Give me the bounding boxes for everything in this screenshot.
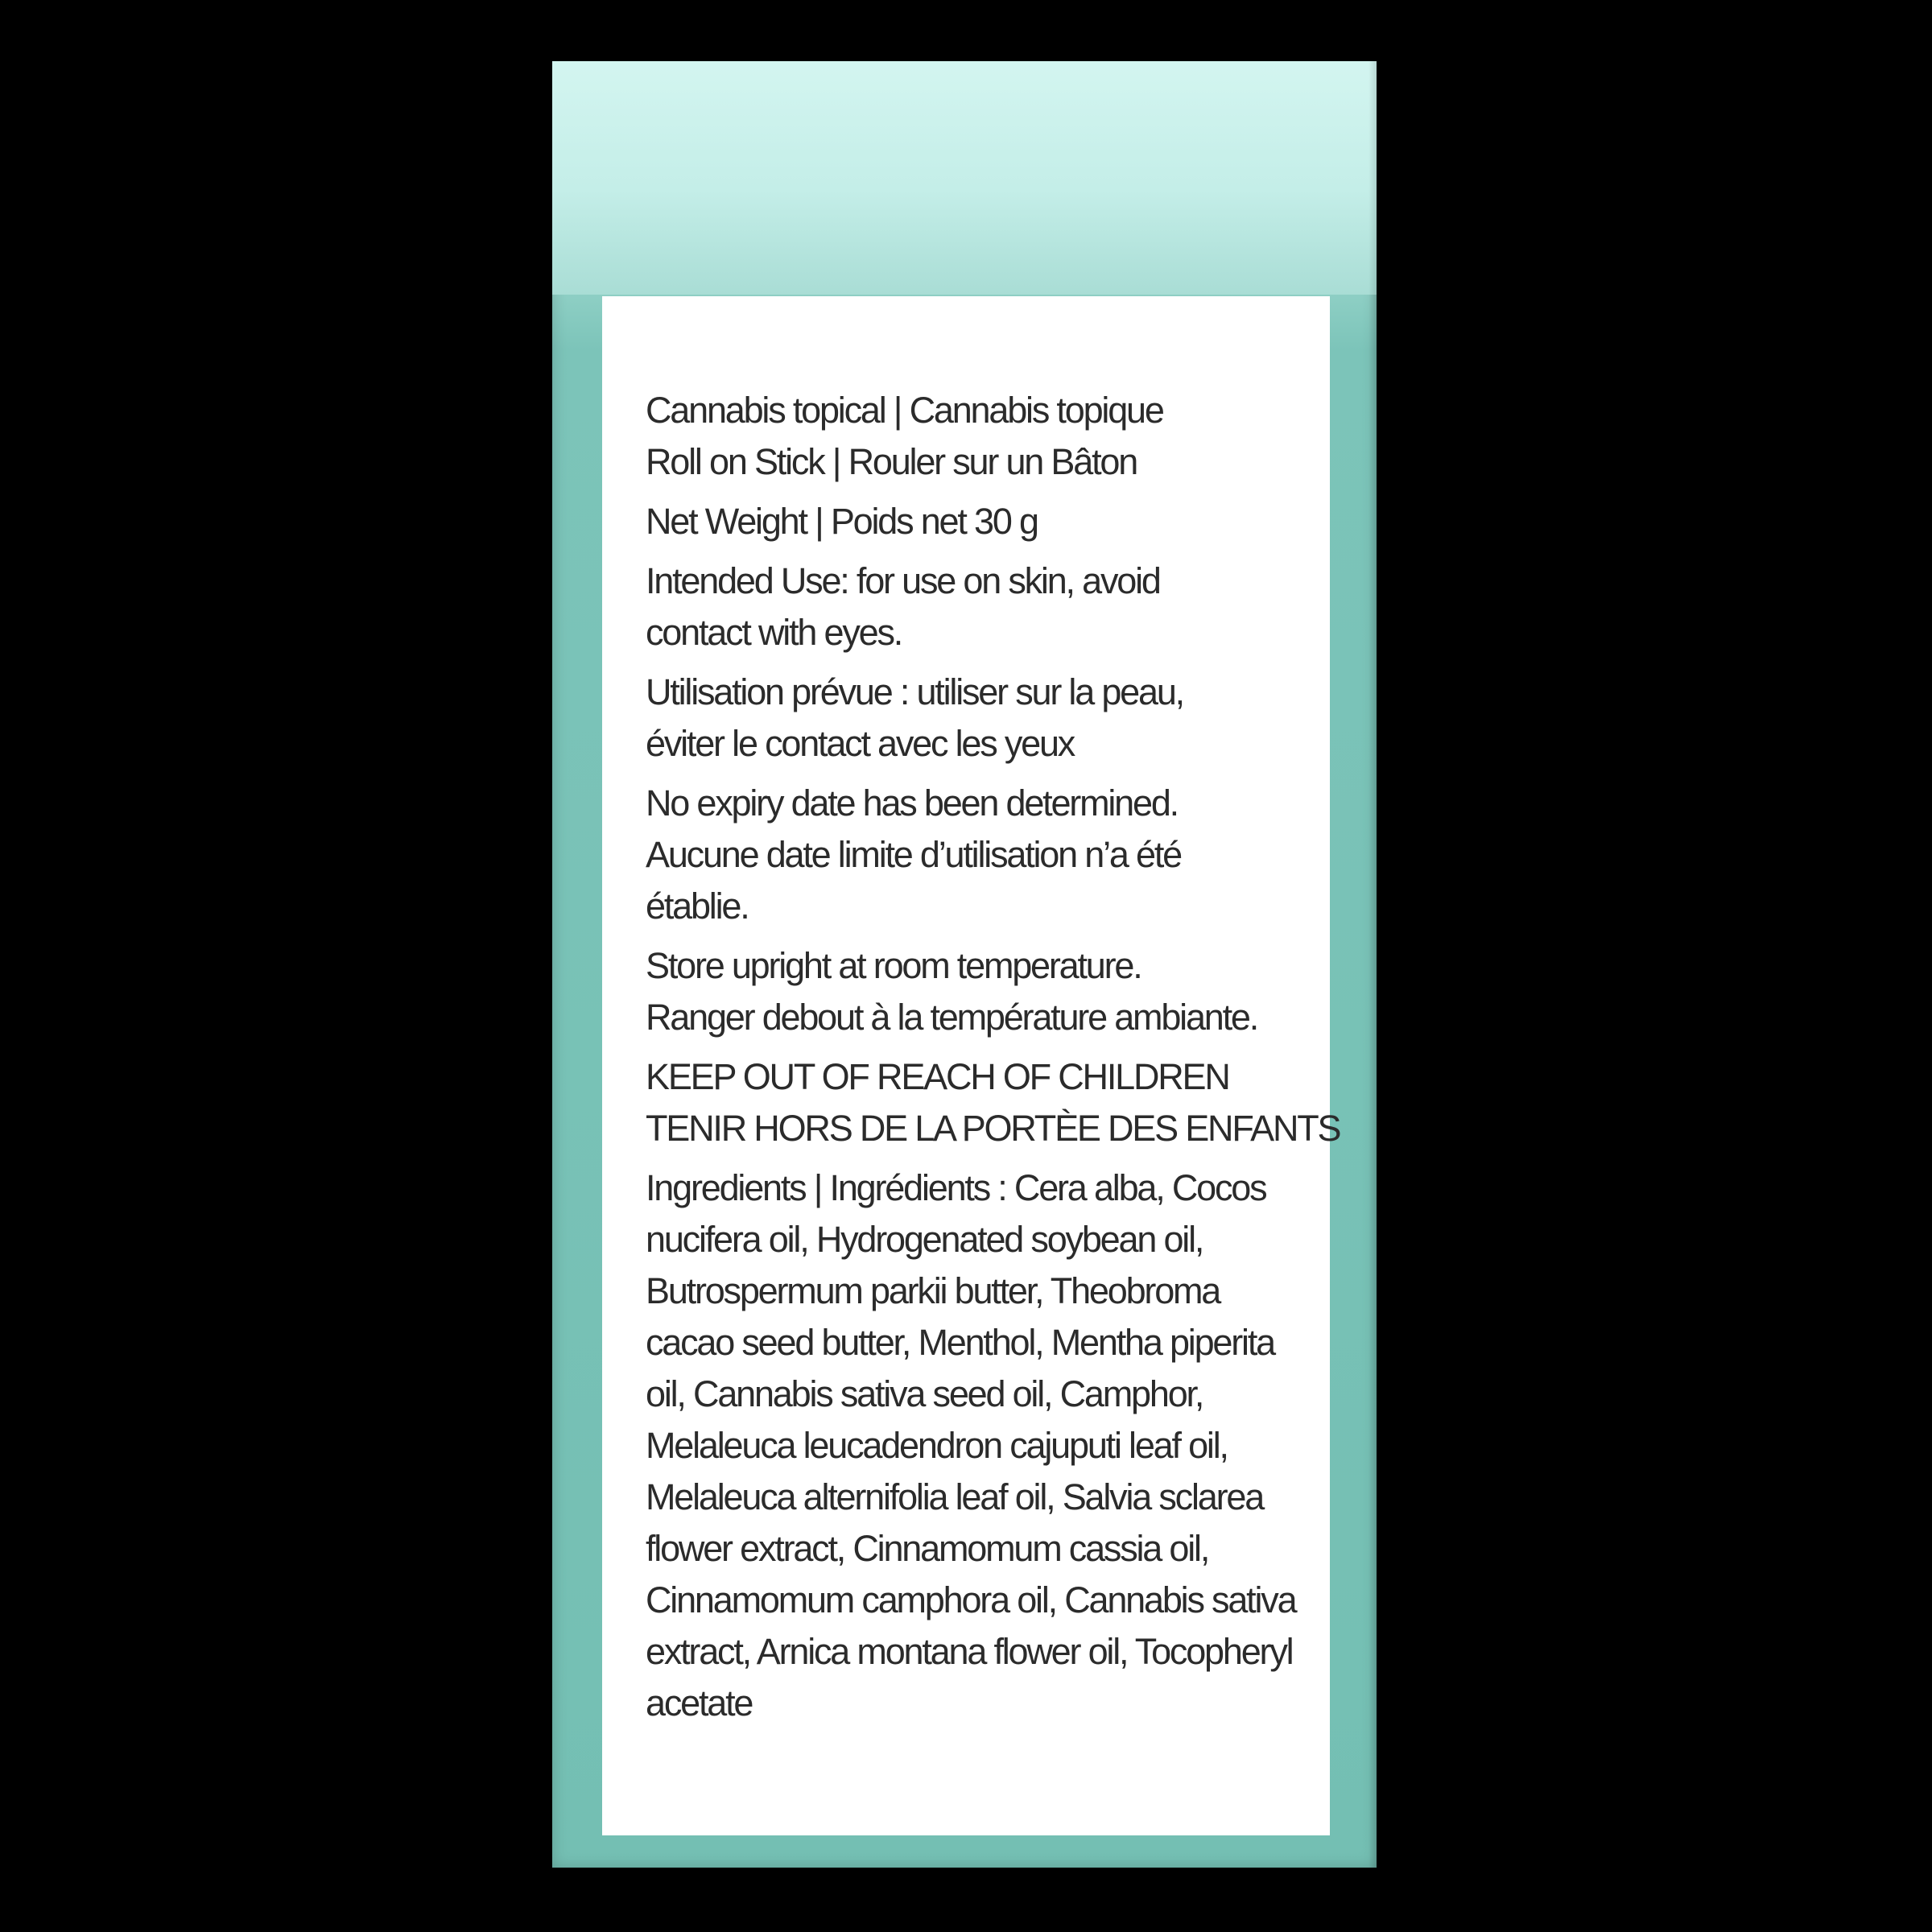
expiry-line: No expiry date has been determined. bbox=[646, 782, 1178, 824]
ingredients-line: extract, Arnica montana flower oil, Tocopheryl bbox=[646, 1631, 1293, 1672]
ingredients-line: Melaleuca leucadendron cajuputi leaf oil, bbox=[646, 1425, 1228, 1466]
ingredients-line: cacao seed butter, Menthol, Mentha piperita bbox=[646, 1322, 1274, 1363]
storage-line: Store upright at room temperature. bbox=[646, 945, 1141, 986]
ingredients-line: oil, Cannabis sativa seed oil, Camphor, bbox=[646, 1373, 1203, 1414]
ingredients-line: Cinnamomum camphora oil, Cannabis sativa bbox=[646, 1579, 1296, 1620]
intended-use-en-line: contact with eyes. bbox=[646, 612, 902, 653]
product-box bbox=[552, 61, 1377, 1868]
storage-block bbox=[646, 940, 1314, 1043]
warning-line: KEEP OUT OF REACH OF CHILDREN bbox=[646, 1056, 1229, 1097]
ingredients-block bbox=[646, 1162, 1314, 1729]
ingredients-line: Ingredients | Ingrédients : Cera alba, Cocos bbox=[646, 1167, 1266, 1208]
expiry-line: Aucune date limite d’utilisation n’a été bbox=[646, 834, 1181, 875]
warning-block bbox=[646, 1051, 1340, 1154]
expiry-block bbox=[646, 778, 1314, 932]
product-format-line: Roll on Stick | Rouler sur un Bâton bbox=[646, 441, 1137, 482]
product-type-line: Cannabis topical | Cannabis topique bbox=[646, 390, 1163, 431]
net-weight-block bbox=[646, 496, 1314, 547]
ingredients-line: acetate bbox=[646, 1682, 753, 1724]
expiry-line: établie. bbox=[646, 886, 749, 927]
storage-line: Ranger debout à la température ambiante. bbox=[646, 997, 1258, 1038]
ingredients-line: Butrospermum parkii butter, Theobroma bbox=[646, 1270, 1220, 1311]
intended-use-fr-line: Utilisation prévue : utiliser sur la peau, bbox=[646, 671, 1183, 712]
product-label bbox=[602, 296, 1340, 1835]
warning-line: TENIR HORS DE LA PORTÈE DES ENFANTS bbox=[646, 1108, 1340, 1149]
box-top-flap bbox=[552, 61, 1377, 295]
ingredients-line: flower extract, Cinnamomum cassia oil, bbox=[646, 1528, 1209, 1569]
ingredients-line: nucifera oil, Hydrogenated soybean oil, bbox=[646, 1219, 1203, 1260]
intended-use-fr-block bbox=[646, 667, 1314, 770]
intended-use-en-line: Intended Use: for use on skin, avoid bbox=[646, 560, 1160, 601]
product-type-block bbox=[646, 385, 1314, 488]
box-side-edge bbox=[1368, 61, 1377, 1868]
net-weight-line: Net Weight | Poids net 30 g bbox=[646, 501, 1038, 542]
intended-use-fr-line: éviter le contact avec les yeux bbox=[646, 723, 1075, 764]
ingredients-line: Melaleuca alternifolia leaf oil, Salvia sclarea bbox=[646, 1476, 1264, 1517]
intended-use-en-block bbox=[646, 555, 1314, 658]
